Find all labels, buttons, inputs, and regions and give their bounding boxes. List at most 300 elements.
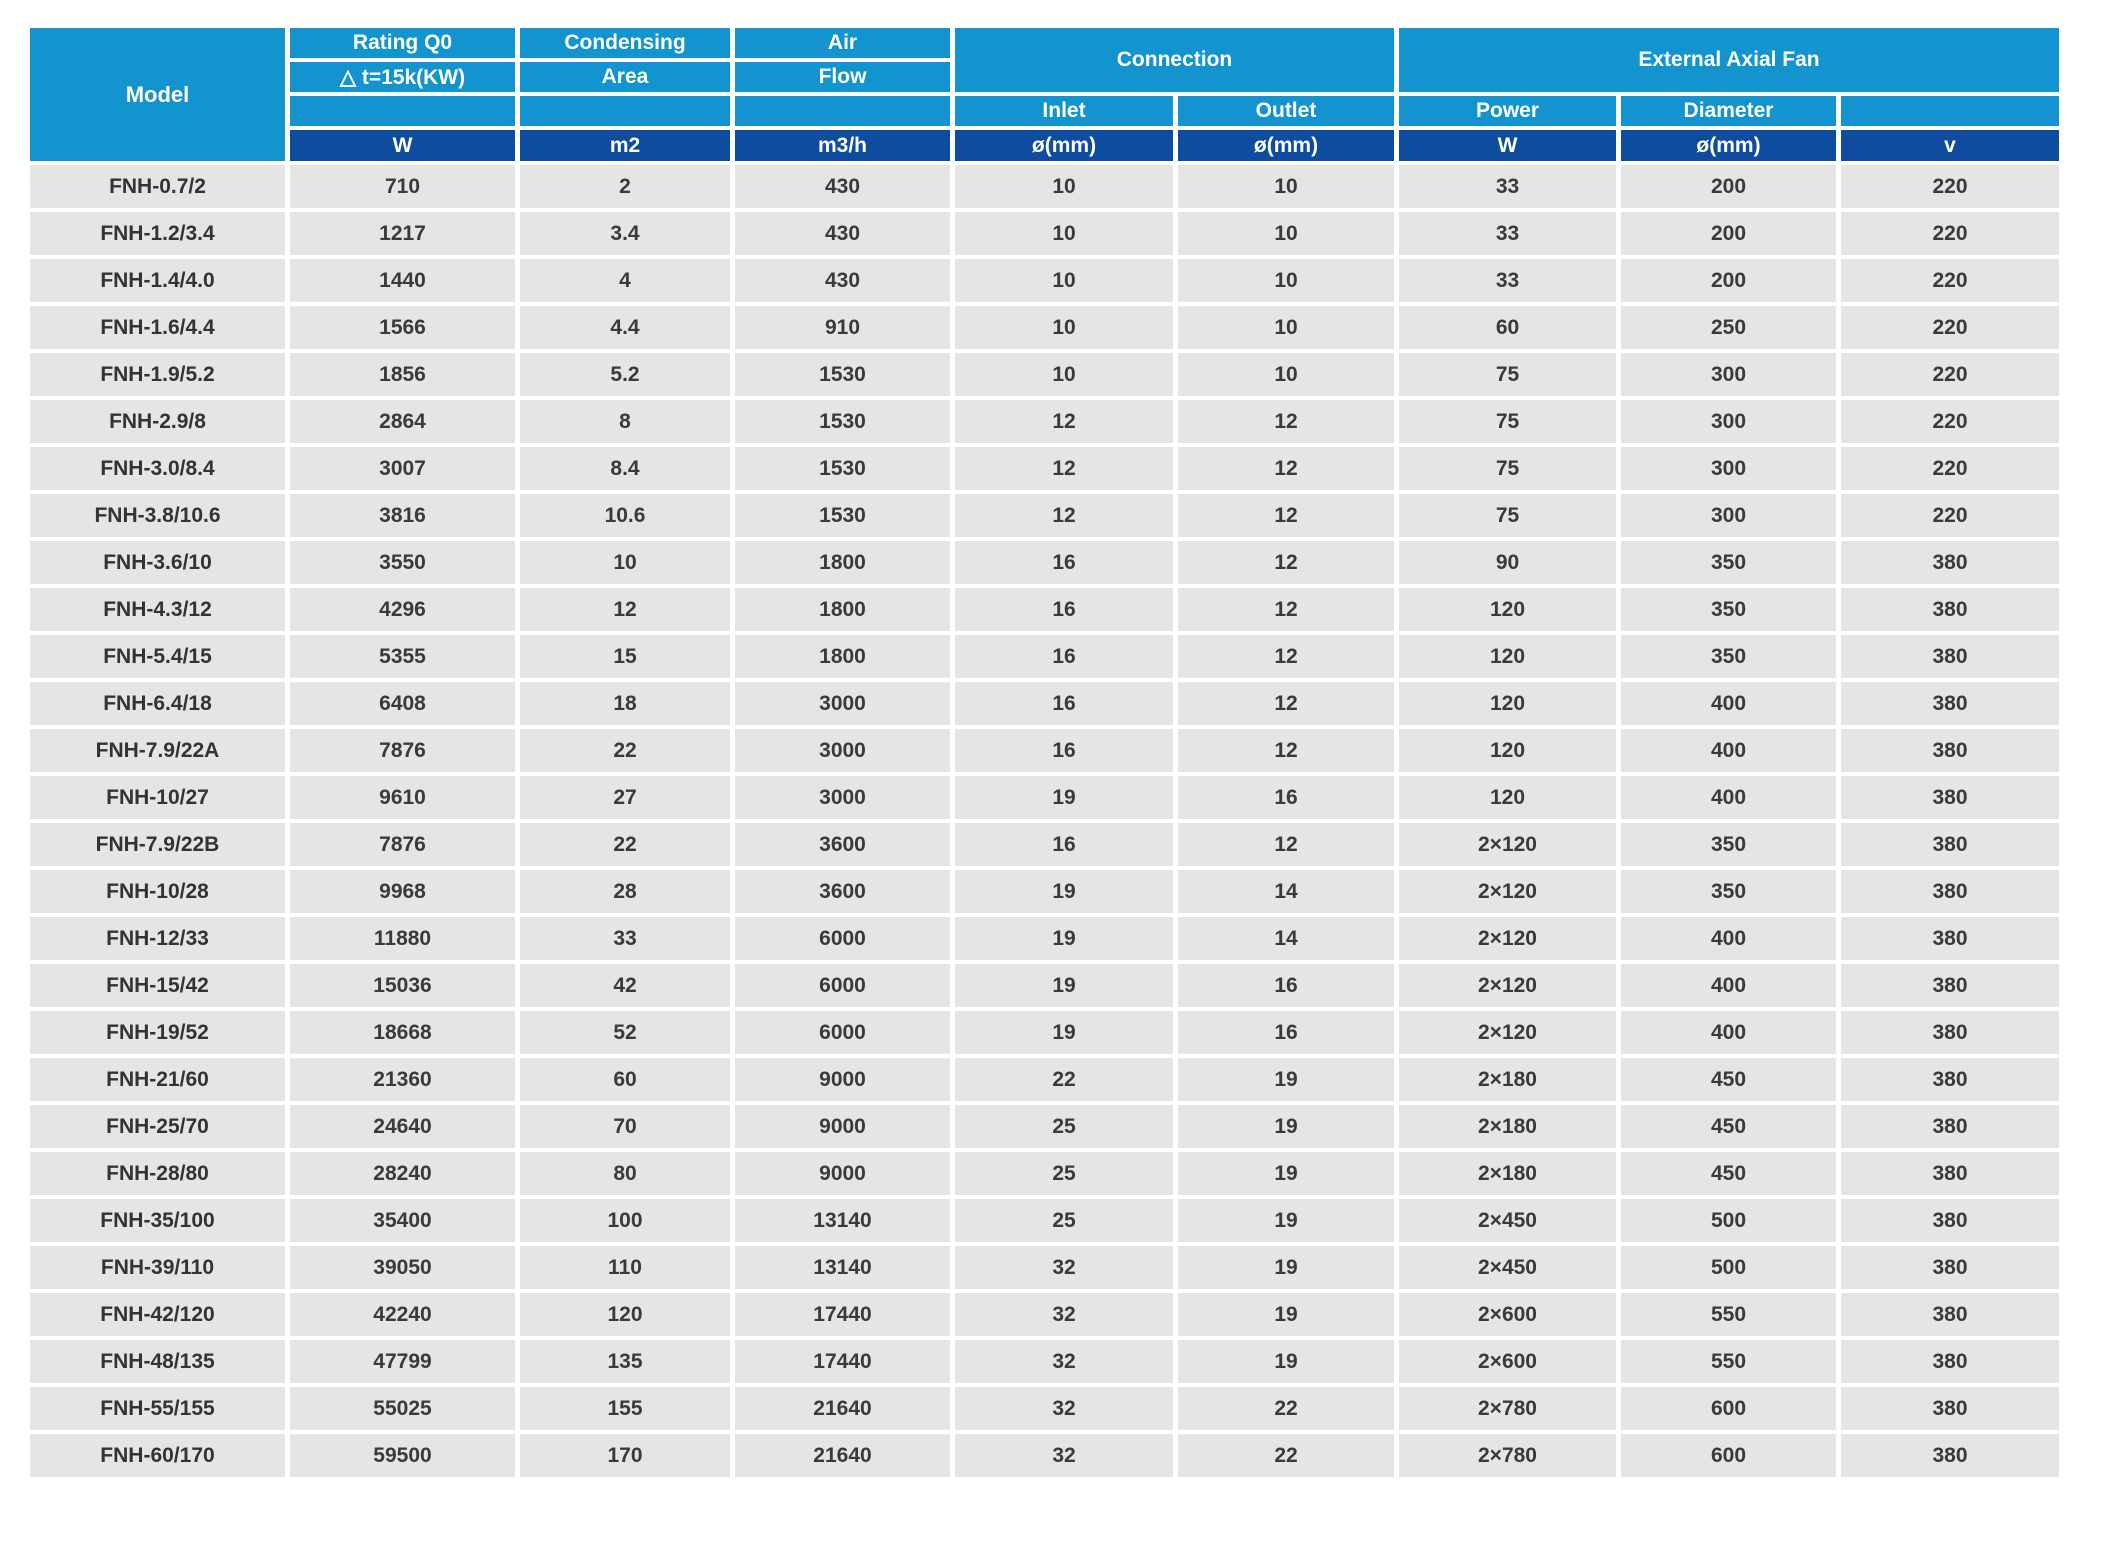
value-cell: 550 [1621, 1340, 1836, 1383]
value-cell: 300 [1621, 353, 1836, 396]
power-header: Power [1399, 96, 1616, 126]
value-cell: 3.4 [520, 212, 730, 255]
value-cell: 12 [1178, 447, 1394, 490]
value-cell: 19 [1178, 1246, 1394, 1289]
value-cell: 500 [1621, 1199, 1836, 1242]
value-cell: 380 [1841, 1058, 2059, 1101]
value-cell: 24640 [290, 1105, 515, 1148]
model-cell: FNH-5.4/15 [30, 635, 285, 678]
value-cell: 42 [520, 964, 730, 1007]
value-cell: 13140 [735, 1246, 950, 1289]
table-row [30, 1246, 2059, 1289]
value-cell: 19 [1178, 1105, 1394, 1148]
value-cell: 12 [1178, 400, 1394, 443]
value-cell: 47799 [290, 1340, 515, 1383]
value-cell: 6000 [735, 964, 950, 1007]
value-cell: 16 [1178, 1011, 1394, 1054]
table-row [30, 165, 2059, 208]
value-cell: 13140 [735, 1199, 950, 1242]
airflow-unit: m3/h [735, 130, 950, 161]
table-row [30, 729, 2059, 772]
value-cell: 2×180 [1399, 1105, 1616, 1148]
value-cell: 32 [955, 1340, 1173, 1383]
model-cell: FNH-7.9/22A [30, 729, 285, 772]
value-cell: 55025 [290, 1387, 515, 1430]
value-cell: 16 [1178, 776, 1394, 819]
table-header [30, 28, 2059, 161]
value-cell: 2×120 [1399, 964, 1616, 1007]
value-cell: 10 [955, 306, 1173, 349]
value-cell: 135 [520, 1340, 730, 1383]
value-cell: 10 [1178, 306, 1394, 349]
model-cell: FNH-48/135 [30, 1340, 285, 1383]
value-cell: 17440 [735, 1293, 950, 1336]
table-row [30, 588, 2059, 631]
model-cell: FNH-10/27 [30, 776, 285, 819]
value-cell: 250 [1621, 306, 1836, 349]
model-cell: FNH-55/155 [30, 1387, 285, 1430]
value-cell: 18 [520, 682, 730, 725]
unit-row [30, 130, 2059, 161]
value-cell: 2×450 [1399, 1199, 1616, 1242]
outlet-header: Outlet [1178, 96, 1394, 126]
value-cell: 1530 [735, 400, 950, 443]
value-cell: 380 [1841, 541, 2059, 584]
condensing-header-line2: Area [520, 62, 730, 92]
value-cell: 380 [1841, 1105, 2059, 1148]
value-cell: 400 [1621, 729, 1836, 772]
diameter-unit: ø(mm) [1621, 130, 1836, 161]
spec-table [25, 24, 2064, 1481]
rating-unit: W [290, 130, 515, 161]
value-cell: 350 [1621, 870, 1836, 913]
external-axial-fan-header: External Axial Fan [1399, 28, 2059, 92]
value-cell: 710 [290, 165, 515, 208]
value-cell: 2864 [290, 400, 515, 443]
model-cell: FNH-1.2/3.4 [30, 212, 285, 255]
header-row-3 [30, 96, 2059, 126]
diameter-header: Diameter [1621, 96, 1836, 126]
value-cell: 220 [1841, 494, 2059, 537]
table-row [30, 1011, 2059, 1054]
value-cell: 3600 [735, 870, 950, 913]
model-cell: FNH-3.8/10.6 [30, 494, 285, 537]
value-cell: 2×450 [1399, 1246, 1616, 1289]
value-cell: 200 [1621, 212, 1836, 255]
value-cell: 16 [955, 682, 1173, 725]
table-row [30, 1058, 2059, 1101]
value-cell: 300 [1621, 400, 1836, 443]
value-cell: 12 [1178, 682, 1394, 725]
model-cell: FNH-60/170 [30, 1434, 285, 1477]
value-cell: 33 [1399, 165, 1616, 208]
value-cell: 1800 [735, 588, 950, 631]
value-cell: 10 [955, 212, 1173, 255]
rating-header-line1: Rating Q0 [290, 28, 515, 58]
value-cell: 2×180 [1399, 1152, 1616, 1195]
value-cell: 90 [1399, 541, 1616, 584]
model-cell: FNH-0.7/2 [30, 165, 285, 208]
model-cell: FNH-39/110 [30, 1246, 285, 1289]
value-cell: 220 [1841, 447, 2059, 490]
value-cell: 2×780 [1399, 1387, 1616, 1430]
value-cell: 2×120 [1399, 1011, 1616, 1054]
value-cell: 120 [1399, 776, 1616, 819]
value-cell: 4.4 [520, 306, 730, 349]
value-cell: 430 [735, 259, 950, 302]
value-cell: 400 [1621, 1011, 1836, 1054]
value-cell: 9000 [735, 1058, 950, 1101]
value-cell: 19 [1178, 1199, 1394, 1242]
value-cell: 2×120 [1399, 870, 1616, 913]
value-cell: 380 [1841, 823, 2059, 866]
model-cell: FNH-15/42 [30, 964, 285, 1007]
value-cell: 16 [955, 588, 1173, 631]
value-cell: 75 [1399, 494, 1616, 537]
value-cell: 220 [1841, 353, 2059, 396]
table-row [30, 259, 2059, 302]
value-cell: 500 [1621, 1246, 1836, 1289]
value-cell: 19 [1178, 1058, 1394, 1101]
value-cell: 120 [1399, 729, 1616, 772]
table-row [30, 306, 2059, 349]
table-row [30, 447, 2059, 490]
value-cell: 32 [955, 1246, 1173, 1289]
value-cell: 12 [955, 400, 1173, 443]
value-cell: 16 [955, 541, 1173, 584]
value-cell: 400 [1621, 964, 1836, 1007]
value-cell: 2×180 [1399, 1058, 1616, 1101]
value-cell: 380 [1841, 1199, 2059, 1242]
model-cell: FNH-35/100 [30, 1199, 285, 1242]
value-cell: 120 [1399, 635, 1616, 678]
value-cell: 1566 [290, 306, 515, 349]
spacer-cell [520, 96, 730, 126]
value-cell: 21640 [735, 1387, 950, 1430]
value-cell: 10 [1178, 212, 1394, 255]
value-cell: 9968 [290, 870, 515, 913]
airflow-header-line2: Flow [735, 62, 950, 92]
value-cell: 75 [1399, 447, 1616, 490]
value-cell: 33 [520, 917, 730, 960]
value-cell: 400 [1621, 917, 1836, 960]
value-cell: 19 [955, 964, 1173, 1007]
value-cell: 450 [1621, 1105, 1836, 1148]
model-cell: FNH-28/80 [30, 1152, 285, 1195]
value-cell: 1800 [735, 541, 950, 584]
value-cell: 11880 [290, 917, 515, 960]
value-cell: 350 [1621, 588, 1836, 631]
value-cell: 10 [955, 259, 1173, 302]
value-cell: 400 [1621, 682, 1836, 725]
value-cell: 2×780 [1399, 1434, 1616, 1477]
table-row [30, 917, 2059, 960]
value-cell: 450 [1621, 1058, 1836, 1101]
value-cell: 22 [1178, 1434, 1394, 1477]
value-cell: 3550 [290, 541, 515, 584]
value-cell: 120 [1399, 588, 1616, 631]
value-cell: 220 [1841, 259, 2059, 302]
value-cell: 22 [520, 729, 730, 772]
value-cell: 9000 [735, 1152, 950, 1195]
table-row [30, 541, 2059, 584]
value-cell: 380 [1841, 1387, 2059, 1430]
value-cell: 60 [520, 1058, 730, 1101]
table-row [30, 1434, 2059, 1477]
value-cell: 16 [955, 635, 1173, 678]
value-cell: 4296 [290, 588, 515, 631]
model-cell: FNH-19/52 [30, 1011, 285, 1054]
value-cell: 2×600 [1399, 1293, 1616, 1336]
value-cell: 75 [1399, 400, 1616, 443]
inlet-header: Inlet [955, 96, 1173, 126]
value-cell: 7876 [290, 729, 515, 772]
value-cell: 15 [520, 635, 730, 678]
value-cell: 12 [1178, 541, 1394, 584]
value-cell: 17440 [735, 1340, 950, 1383]
value-cell: 39050 [290, 1246, 515, 1289]
value-cell: 22 [955, 1058, 1173, 1101]
table-row [30, 1387, 2059, 1430]
value-cell: 10.6 [520, 494, 730, 537]
value-cell: 8 [520, 400, 730, 443]
value-cell: 75 [1399, 353, 1616, 396]
value-cell: 10 [1178, 259, 1394, 302]
spacer-cell [735, 96, 950, 126]
value-cell: 5.2 [520, 353, 730, 396]
value-cell: 220 [1841, 165, 2059, 208]
value-cell: 2 [520, 165, 730, 208]
value-cell: 16 [955, 823, 1173, 866]
value-cell: 380 [1841, 588, 2059, 631]
table-row [30, 1293, 2059, 1336]
value-cell: 28240 [290, 1152, 515, 1195]
airflow-header-line1: Air [735, 28, 950, 58]
value-cell: 1217 [290, 212, 515, 255]
table-row [30, 1105, 2059, 1148]
value-cell: 10 [1178, 353, 1394, 396]
value-cell: 28 [520, 870, 730, 913]
table-row [30, 494, 2059, 537]
model-cell: FNH-21/60 [30, 1058, 285, 1101]
table-row [30, 823, 2059, 866]
value-cell: 9610 [290, 776, 515, 819]
value-cell: 5355 [290, 635, 515, 678]
value-cell: 16 [1178, 964, 1394, 1007]
value-cell: 12 [1178, 494, 1394, 537]
table-row [30, 400, 2059, 443]
value-cell: 380 [1841, 1011, 2059, 1054]
value-cell: 16 [955, 729, 1173, 772]
condensing-unit: m2 [520, 130, 730, 161]
table-row [30, 635, 2059, 678]
value-cell: 100 [520, 1199, 730, 1242]
value-cell: 10 [520, 541, 730, 584]
model-cell: FNH-25/70 [30, 1105, 285, 1148]
value-cell: 22 [1178, 1387, 1394, 1430]
value-cell: 19 [955, 917, 1173, 960]
value-cell: 220 [1841, 212, 2059, 255]
value-cell: 2×600 [1399, 1340, 1616, 1383]
value-cell: 1800 [735, 635, 950, 678]
value-cell: 300 [1621, 494, 1836, 537]
model-cell: FNH-1.4/4.0 [30, 259, 285, 302]
value-cell: 155 [520, 1387, 730, 1430]
model-cell: FNH-2.9/8 [30, 400, 285, 443]
value-cell: 22 [520, 823, 730, 866]
value-cell: 600 [1621, 1434, 1836, 1477]
model-header: Model [30, 28, 285, 161]
value-cell: 19 [1178, 1340, 1394, 1383]
value-cell: 52 [520, 1011, 730, 1054]
value-cell: 10 [1178, 165, 1394, 208]
value-cell: 3000 [735, 776, 950, 819]
value-cell: 14 [1178, 870, 1394, 913]
value-cell: 350 [1621, 823, 1836, 866]
value-cell: 380 [1841, 1340, 2059, 1383]
connection-header: Connection [955, 28, 1394, 92]
value-cell: 19 [955, 1011, 1173, 1054]
value-cell: 6000 [735, 1011, 950, 1054]
value-cell: 25 [955, 1199, 1173, 1242]
value-cell: 1530 [735, 447, 950, 490]
header-row-1 [30, 28, 2059, 58]
value-cell: 350 [1621, 541, 1836, 584]
value-cell: 33 [1399, 212, 1616, 255]
inlet-unit: ø(mm) [955, 130, 1173, 161]
rating-header-line2: △ t=15k(KW) [290, 62, 515, 92]
value-cell: 430 [735, 212, 950, 255]
table-row [30, 212, 2059, 255]
value-cell: 35400 [290, 1199, 515, 1242]
value-cell: 42240 [290, 1293, 515, 1336]
model-cell: FNH-6.4/18 [30, 682, 285, 725]
value-cell: 450 [1621, 1152, 1836, 1195]
value-cell: 2×120 [1399, 823, 1616, 866]
value-cell: 12 [1178, 729, 1394, 772]
value-cell: 600 [1621, 1387, 1836, 1430]
value-cell: 3000 [735, 682, 950, 725]
model-cell: FNH-3.0/8.4 [30, 447, 285, 490]
value-cell: 19 [955, 776, 1173, 819]
value-cell: 14 [1178, 917, 1394, 960]
value-cell: 200 [1621, 259, 1836, 302]
value-cell: 1530 [735, 353, 950, 396]
value-cell: 19 [1178, 1152, 1394, 1195]
value-cell: 120 [1399, 682, 1616, 725]
value-cell: 3007 [290, 447, 515, 490]
value-cell: 19 [955, 870, 1173, 913]
value-cell: 12 [1178, 588, 1394, 631]
table-row [30, 1199, 2059, 1242]
value-cell: 33 [1399, 259, 1616, 302]
table-row [30, 682, 2059, 725]
model-cell: FNH-1.9/5.2 [30, 353, 285, 396]
table-row [30, 964, 2059, 1007]
value-cell: 380 [1841, 682, 2059, 725]
outlet-unit: ø(mm) [1178, 130, 1394, 161]
value-cell: 80 [520, 1152, 730, 1195]
value-cell: 12 [1178, 823, 1394, 866]
model-cell: FNH-3.6/10 [30, 541, 285, 584]
model-cell: FNH-4.3/12 [30, 588, 285, 631]
value-cell: 1440 [290, 259, 515, 302]
value-cell: 380 [1841, 776, 2059, 819]
value-cell: 10 [955, 353, 1173, 396]
value-cell: 70 [520, 1105, 730, 1148]
value-cell: 9000 [735, 1105, 950, 1148]
value-cell: 380 [1841, 1246, 2059, 1289]
model-cell: FNH-12/33 [30, 917, 285, 960]
model-cell: FNH-1.6/4.4 [30, 306, 285, 349]
value-cell: 12 [955, 494, 1173, 537]
value-cell: 60 [1399, 306, 1616, 349]
value-cell: 200 [1621, 165, 1836, 208]
value-cell: 110 [520, 1246, 730, 1289]
table-row [30, 353, 2059, 396]
value-cell: 3816 [290, 494, 515, 537]
value-cell: 7876 [290, 823, 515, 866]
table-row [30, 776, 2059, 819]
value-cell: 350 [1621, 635, 1836, 678]
value-cell: 550 [1621, 1293, 1836, 1336]
value-cell: 25 [955, 1105, 1173, 1148]
spacer-cell [1841, 96, 2059, 126]
value-cell: 18668 [290, 1011, 515, 1054]
value-cell: 1856 [290, 353, 515, 396]
value-cell: 300 [1621, 447, 1836, 490]
value-cell: 32 [955, 1387, 1173, 1430]
value-cell: 6000 [735, 917, 950, 960]
model-cell: FNH-10/28 [30, 870, 285, 913]
model-cell: FNH-7.9/22B [30, 823, 285, 866]
voltage-unit: v [1841, 130, 2059, 161]
value-cell: 170 [520, 1434, 730, 1477]
value-cell: 3000 [735, 729, 950, 772]
table-body [30, 165, 2059, 1477]
value-cell: 21640 [735, 1434, 950, 1477]
condensing-header-line1: Condensing [520, 28, 730, 58]
value-cell: 4 [520, 259, 730, 302]
value-cell: 380 [1841, 870, 2059, 913]
value-cell: 10 [955, 165, 1173, 208]
value-cell: 12 [1178, 635, 1394, 678]
value-cell: 380 [1841, 1293, 2059, 1336]
value-cell: 8.4 [520, 447, 730, 490]
value-cell: 430 [735, 165, 950, 208]
table-row [30, 870, 2059, 913]
value-cell: 400 [1621, 776, 1836, 819]
spacer-cell [290, 96, 515, 126]
value-cell: 15036 [290, 964, 515, 1007]
table-row [30, 1152, 2059, 1195]
value-cell: 2×120 [1399, 917, 1616, 960]
value-cell: 59500 [290, 1434, 515, 1477]
value-cell: 21360 [290, 1058, 515, 1101]
value-cell: 380 [1841, 1152, 2059, 1195]
value-cell: 380 [1841, 1434, 2059, 1477]
power-unit: W [1399, 130, 1616, 161]
value-cell: 6408 [290, 682, 515, 725]
value-cell: 3600 [735, 823, 950, 866]
value-cell: 32 [955, 1293, 1173, 1336]
value-cell: 32 [955, 1434, 1173, 1477]
value-cell: 910 [735, 306, 950, 349]
value-cell: 12 [955, 447, 1173, 490]
value-cell: 19 [1178, 1293, 1394, 1336]
value-cell: 120 [520, 1293, 730, 1336]
value-cell: 25 [955, 1152, 1173, 1195]
